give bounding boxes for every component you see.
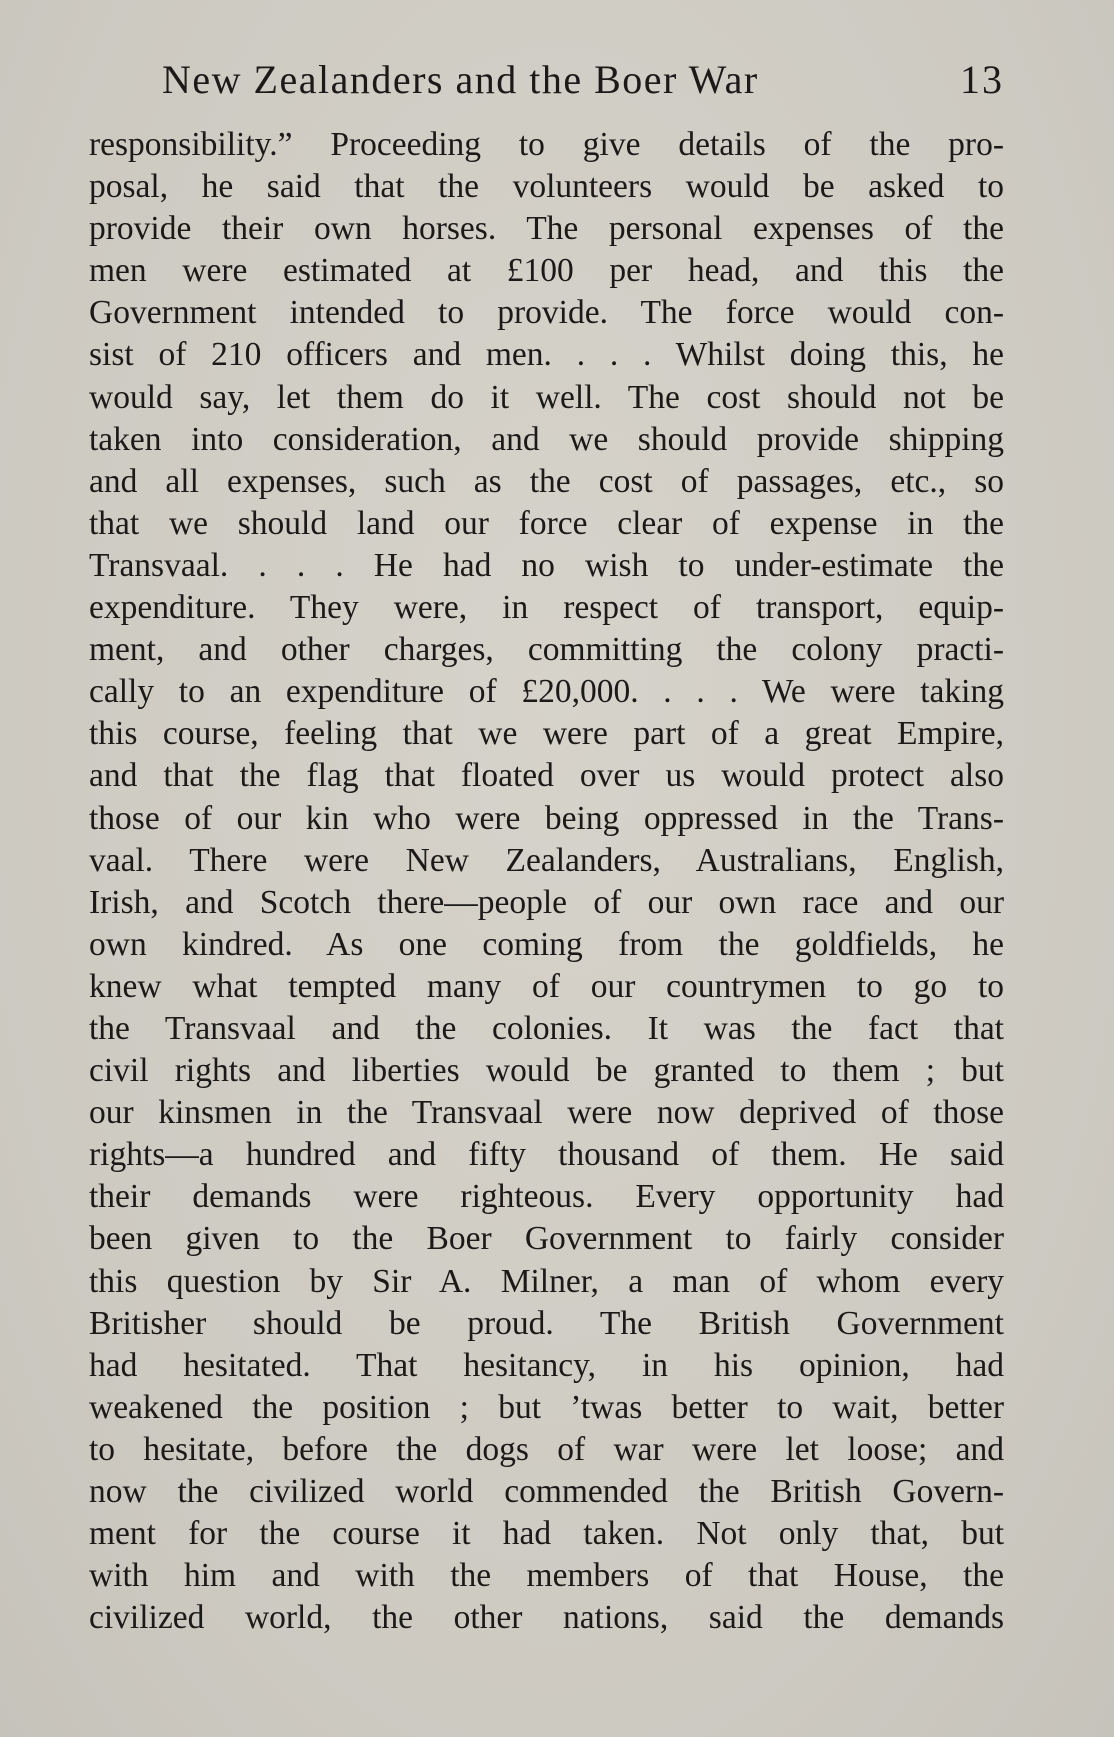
text-line: responsibility.” Proceeding to give details of the pro- bbox=[89, 126, 1004, 163]
body-text bbox=[89, 124, 1004, 1639]
text-line: men were estimated at £100 per head, and this the bbox=[89, 252, 1004, 290]
text-line: knew what tempted many of our countrymen to go to bbox=[89, 967, 1004, 1005]
text-line: taken into consideration, and we should provide shipping bbox=[89, 420, 1004, 458]
text-line: cally to an expenditure of £20,000. . . . We were taking bbox=[89, 673, 1004, 711]
text-line: ment for the course it had taken. Not only that, but bbox=[89, 1515, 1004, 1553]
running-title: New Zealanders and the Boer War bbox=[162, 57, 759, 102]
text-line: been given to the Boer Government to fairly consider bbox=[89, 1220, 1004, 1258]
text-line: posal, he said that the volunteers would be asked to bbox=[89, 168, 1004, 206]
text-line: to hesitate, before the dogs of war were let loose; and bbox=[89, 1430, 1004, 1468]
text-line: our kinsmen in the Transvaal were now deprived of those bbox=[89, 1094, 1004, 1132]
text-line: civilized world, the other nations, said the demands bbox=[89, 1599, 1004, 1637]
text-line: vaal. There were New Zealanders, Australians, English, bbox=[89, 841, 1004, 879]
text-line: Government intended to provide. The force would con- bbox=[89, 294, 1004, 332]
text-line: own kindred. As one coming from the goldfields, he bbox=[89, 925, 1004, 963]
text-line: now the civilized world commended the British Govern- bbox=[89, 1473, 1004, 1510]
text-line: Britisher should be proud. The British Government bbox=[89, 1304, 1004, 1342]
text-line: that we should land our force clear of expense in the bbox=[89, 504, 1004, 542]
text-line: would say, let them do it well. The cost should not be bbox=[89, 378, 1004, 416]
text-line: rights—a hundred and fifty thousand of them. He said bbox=[89, 1136, 1004, 1174]
text-line: provide their own horses. The personal expenses of the bbox=[89, 210, 1004, 248]
text-line: Transvaal. . . . He had no wish to under-estimate the bbox=[89, 546, 1004, 584]
text-line: sist of 210 officers and men. . . . Whilst doing this, he bbox=[89, 336, 1004, 374]
text-line: this question by Sir A. Milner, a man of whom every bbox=[89, 1262, 1004, 1300]
text-line: had hesitated. That hesitancy, in his opinion, had bbox=[89, 1346, 1004, 1384]
text-line: weakened the position ; but ’twas better to wait, better bbox=[89, 1388, 1004, 1426]
text-line: this course, feeling that we were part of a great Empire, bbox=[89, 715, 1004, 753]
running-head bbox=[162, 52, 1004, 108]
text-line: the Transvaal and the colonies. It was the fact that bbox=[89, 1009, 1004, 1047]
text-line: and that the flag that floated over us would protect also bbox=[89, 757, 1004, 795]
text-line: and all expenses, such as the cost of passages, etc., so bbox=[89, 462, 1004, 500]
page-number: 13 bbox=[960, 57, 1004, 102]
text-line: their demands were righteous. Every opportunity had bbox=[89, 1178, 1004, 1216]
text-line: ment, and other charges, committing the colony practi- bbox=[89, 631, 1004, 669]
text-line: expenditure. They were, in respect of transport, equip- bbox=[89, 589, 1004, 627]
text-line: Irish, and Scotch there—people of our own race and our bbox=[89, 883, 1004, 921]
text-line: with him and with the members of that House, the bbox=[89, 1557, 1004, 1595]
text-line: those of our kin who were being oppressed in the Trans- bbox=[89, 799, 1004, 837]
text-line: civil rights and liberties would be granted to them ; but bbox=[89, 1052, 1004, 1090]
